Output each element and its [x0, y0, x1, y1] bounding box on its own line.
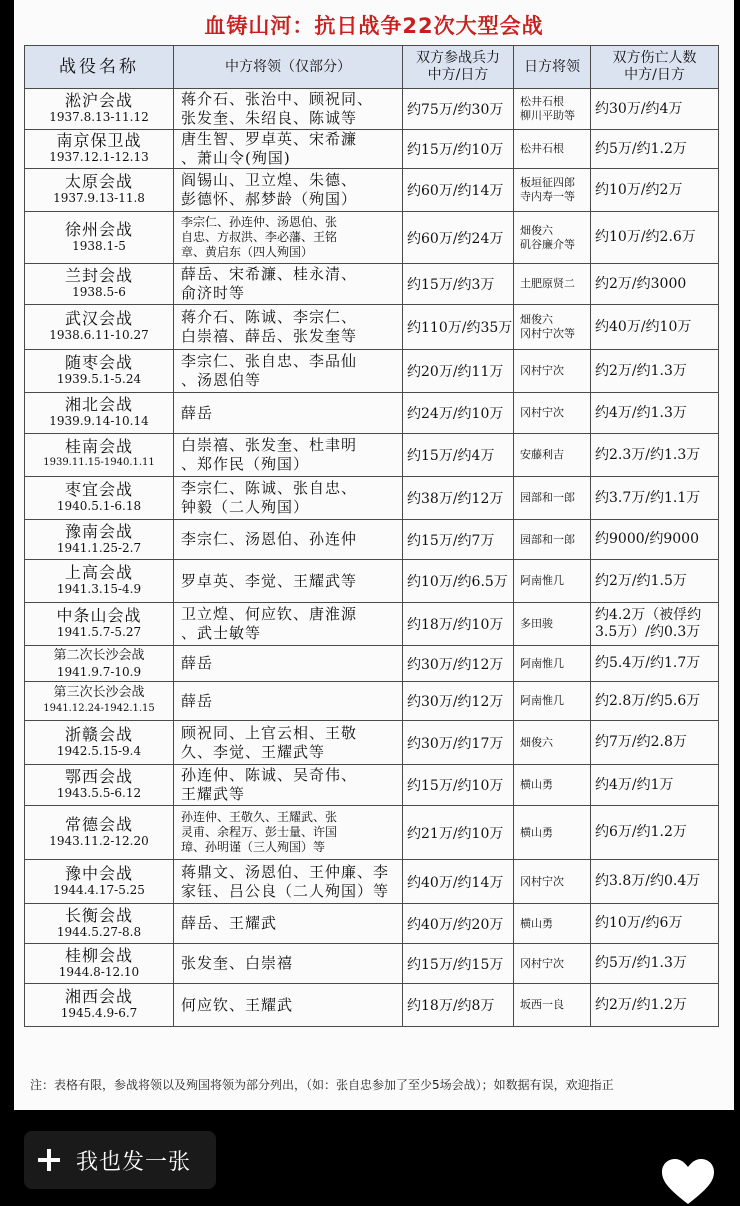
- jp-generals-cell: [514, 169, 591, 212]
- jp-generals-cell: [514, 721, 591, 765]
- battle-cell: [25, 130, 174, 169]
- cell-line: 彭德怀、郝梦龄（殉国）: [181, 190, 358, 208]
- forces-cell: 约18万/约10万: [403, 603, 514, 646]
- cell-line: 薛岳: [181, 403, 214, 422]
- battle-date: 1943.5.5-6.12: [56, 786, 142, 800]
- table-row: [25, 130, 719, 169]
- jp-generals-cell: [514, 860, 591, 904]
- casualties-cell: [591, 350, 719, 393]
- jp-generals-cell: [514, 603, 591, 646]
- battle-name: 长衡会战: [64, 905, 133, 925]
- cell-line: 约4.2万（被俘约: [595, 607, 702, 623]
- cn-generals-cell: [174, 806, 403, 860]
- casualties-cell: [591, 560, 719, 603]
- forces-cell: 约60万/约14万: [403, 169, 514, 212]
- cn-generals-cell: [174, 393, 403, 434]
- casualties-cell: [591, 860, 719, 904]
- table-row: [25, 350, 719, 393]
- battle-name: 武汉会战: [64, 309, 133, 328]
- cell-line: 约2万/约1.5万: [595, 572, 687, 589]
- battle-name: 豫中会战: [64, 863, 133, 883]
- battle-date: 1941.12.24-1942.1.15: [43, 703, 155, 714]
- table-header-row: [25, 46, 719, 89]
- forces-cell: 约20万/约11万: [403, 350, 514, 393]
- table-row: [25, 264, 719, 305]
- cell-line: 白崇禧、薛岳、张发奎等: [181, 327, 358, 345]
- header-forces: [403, 46, 514, 89]
- cell-line: 薛岳、宋希濂、桂永清、: [181, 265, 358, 283]
- plus-icon: [38, 1149, 60, 1171]
- battle-cell: [25, 350, 174, 393]
- cn-generals-cell: [174, 682, 403, 721]
- post-button-label: 我也发一张: [76, 1149, 192, 1175]
- forces-cell: 约75万/约30万: [403, 89, 514, 130]
- battle-name: 浙赣会战: [64, 724, 133, 744]
- battle-cell: [25, 603, 174, 646]
- cell-line: 灵甫、余程万、彭士量、许国: [181, 825, 338, 839]
- cn-generals-cell: [174, 520, 403, 560]
- cell-line: 寺内寿一等: [520, 190, 575, 203]
- table-row: [25, 434, 719, 477]
- forces-cell: 约38万/约12万: [403, 477, 514, 520]
- cell-line: 阿南惟几: [520, 656, 564, 670]
- battle-cell: [25, 682, 174, 721]
- jp-generals-cell: [514, 560, 591, 603]
- cn-generals-cell: [174, 477, 403, 520]
- cn-generals-cell: [174, 904, 403, 944]
- battle-name: 淞沪会战: [64, 91, 133, 110]
- battle-cell: [25, 264, 174, 305]
- cell-line: 坂西一良: [520, 998, 564, 1011]
- table-row: [25, 721, 719, 765]
- cell-line: 孙连仲、王敬久、王耀武、张: [181, 810, 338, 824]
- cell-line: 何应钦、王耀武: [181, 995, 294, 1014]
- table-row: [25, 806, 719, 860]
- table-row: [25, 765, 719, 806]
- battle-name: 豫南会战: [64, 521, 133, 541]
- battle-cell: [25, 765, 174, 806]
- cell-line: 畑俊六: [520, 223, 553, 237]
- battle-name: 鄂西会战: [64, 767, 133, 786]
- cell-line: 约10万/约2万: [595, 181, 683, 198]
- battle-date: 1939.11.15-1940.1.11: [43, 457, 155, 468]
- forces-cell: 约40万/约20万: [403, 904, 514, 944]
- cell-line: 李宗仁、张自忠、李品仙: [181, 352, 358, 370]
- header-forces-line1: 双方参战兵力: [416, 50, 500, 66]
- cell-line: 3.5万）/约0.3万: [595, 624, 701, 640]
- forces-cell: 约10万/约6.5万: [403, 560, 514, 603]
- table-row: [25, 560, 719, 603]
- battle-name: 第三次长沙会战: [53, 685, 145, 700]
- battle-date: 1938.1-5: [72, 238, 126, 253]
- battle-cell: [25, 305, 174, 350]
- cell-line: 冈村宁次: [520, 406, 564, 419]
- jp-generals-cell: [514, 305, 591, 350]
- cn-generals-cell: [174, 560, 403, 603]
- battle-date: 1941.3.15-4.9: [56, 582, 142, 596]
- cell-line: 约5.4万/约1.7万: [595, 655, 701, 671]
- battle-date: 1941.5.7-5.27: [56, 625, 142, 639]
- cell-line: 约2.8万/约5.6万: [595, 692, 701, 709]
- forces-cell: 约18万/约8万: [403, 984, 514, 1027]
- table-row: [25, 984, 719, 1027]
- header-jp-generals: 日方将领: [514, 46, 591, 89]
- casualties-cell: [591, 212, 719, 264]
- page-title: 血铸山河：抗日战争22次大型会战: [204, 14, 544, 38]
- battle-cell: [25, 904, 174, 944]
- battle-cell: [25, 89, 174, 130]
- battle-date: 1941.1.25-2.7: [56, 540, 142, 555]
- casualties-cell: [591, 264, 719, 305]
- cell-line: 自忠、方叔洪、李必藩、王铭: [181, 230, 338, 244]
- casualties-cell: [591, 765, 719, 806]
- cell-line: 薛岳: [181, 691, 214, 710]
- battle-date: 1939.5.1-5.24: [56, 372, 142, 386]
- cell-line: 多田骏: [520, 617, 553, 630]
- battle-cell: [25, 860, 174, 904]
- table-row: [25, 646, 719, 682]
- battle-name: 第二次长沙会战: [53, 647, 145, 663]
- cell-line: 约10万/约2.6万: [595, 229, 696, 245]
- forces-cell: 约40万/约14万: [403, 860, 514, 904]
- jp-generals-cell: [514, 89, 591, 130]
- cn-generals-cell: [174, 169, 403, 212]
- table-row: [25, 477, 719, 520]
- cell-line: 久、李觉、王耀武等: [181, 742, 326, 761]
- battle-date: 1937.8.13-11.12: [49, 110, 149, 124]
- cell-line: 矶谷廉介等: [520, 237, 575, 251]
- forces-cell: 约24万/约10万: [403, 393, 514, 434]
- battle-table-image: [14, 0, 734, 1110]
- cell-line: 钟毅（二人殉国）: [181, 498, 310, 516]
- cell-line: 柳川平助等: [520, 109, 575, 122]
- casualties-cell: [591, 89, 719, 130]
- header-cn-generals: 中方将领（仅部分）: [174, 46, 403, 89]
- battle-name: 上高会战: [64, 563, 133, 582]
- casualties-cell: [591, 984, 719, 1027]
- footnote: 注：表格有限，参战将领以及殉国将领为部分列出，（如：张自忠参加了至少5场会战）；如数据有误，欢迎指正: [30, 1078, 614, 1092]
- cell-line: 约2.3万/约1.3万: [595, 446, 701, 463]
- jp-generals-cell: [514, 984, 591, 1027]
- cn-generals-cell: [174, 130, 403, 169]
- battle-name: 徐州会战: [64, 219, 133, 239]
- casualties-cell: [591, 603, 719, 646]
- cn-generals-cell: [174, 860, 403, 904]
- cell-line: 约6万/约1.2万: [595, 824, 687, 840]
- battle-cell: [25, 944, 174, 984]
- cn-generals-cell: [174, 603, 403, 646]
- battle-cell: [25, 477, 174, 520]
- cell-line: 白崇禧、张发奎、杜聿明: [181, 436, 358, 454]
- forces-cell: 约15万/约10万: [403, 130, 514, 169]
- forces-cell: 约30万/约12万: [403, 646, 514, 682]
- battle-date: 1938.6.11-10.27: [49, 328, 149, 342]
- battle-name: 常德会战: [64, 814, 133, 834]
- forces-cell: 约15万/约15万: [403, 944, 514, 984]
- cell-line: 、汤恩伯等: [181, 371, 262, 389]
- casualties-cell: [591, 520, 719, 560]
- forces-cell: 约15万/约4万: [403, 434, 514, 477]
- casualties-cell: [591, 646, 719, 682]
- cn-generals-cell: [174, 305, 403, 350]
- table-row: [25, 682, 719, 721]
- jp-generals-cell: [514, 520, 591, 560]
- battle-cell: [25, 520, 174, 560]
- battle-date: 1938.5-6: [72, 285, 126, 299]
- casualties-cell: [591, 130, 719, 169]
- cell-line: 李宗仁、汤恩伯、孙连仲: [181, 530, 358, 548]
- battle-cell: [25, 806, 174, 860]
- cell-line: 横山勇: [520, 778, 553, 791]
- cell-line: 唐生智、罗卓英、宋希濂: [181, 130, 358, 148]
- battle-name: 随枣会战: [64, 353, 133, 372]
- battle-name: 南京保卫战: [56, 131, 142, 150]
- cn-generals-cell: [174, 434, 403, 477]
- table-row: [25, 944, 719, 984]
- battle-name: 枣宜会战: [64, 480, 133, 499]
- cell-line: 畑俊六: [520, 735, 553, 749]
- cell-line: 孙连仲、陈诚、吴奇伟、: [181, 766, 358, 784]
- table-row: [25, 520, 719, 560]
- cell-line: 张发奎、白崇禧: [181, 954, 294, 972]
- cell-line: 横山勇: [520, 916, 553, 930]
- jp-generals-cell: [514, 393, 591, 434]
- cell-line: 、武士敏等: [181, 624, 262, 642]
- battle-cell: [25, 560, 174, 603]
- cell-line: 约9000/约9000: [595, 531, 699, 547]
- battle-date: 1944.4.17-5.25: [53, 882, 145, 897]
- cell-line: 蒋鼎文、汤恩伯、王仲廉、李: [181, 862, 390, 881]
- cell-line: 园部和一郎: [520, 532, 575, 546]
- battle-name: 太原会战: [64, 172, 133, 191]
- cell-line: 蒋介石、张治中、顾祝同、: [181, 90, 374, 108]
- battles-table: [24, 45, 719, 1027]
- battle-cell: [25, 434, 174, 477]
- cell-line: 约30万/约4万: [595, 100, 683, 117]
- cn-generals-cell: [174, 765, 403, 806]
- casualties-cell: [591, 944, 719, 984]
- battle-name: 中条山会战: [56, 606, 142, 625]
- jp-generals-cell: [514, 944, 591, 984]
- cell-line: 阿南惟几: [520, 574, 564, 587]
- battle-name: 兰封会战: [64, 266, 133, 285]
- battle-name: 桂柳会战: [64, 945, 133, 965]
- cell-line: 约4万/约1万: [595, 776, 674, 793]
- heart-icon[interactable]: [660, 1158, 716, 1206]
- jp-generals-cell: [514, 212, 591, 264]
- header-casualties: [591, 46, 719, 89]
- cell-line: 张发奎、朱绍良、陈诚等: [181, 109, 358, 127]
- casualties-cell: [591, 806, 719, 860]
- cell-line: 俞济时等: [181, 284, 246, 302]
- cell-line: 约40万/约10万: [595, 318, 692, 335]
- cell-line: 家钰、吕公良（二人殉国）等: [181, 881, 390, 900]
- table-row: [25, 89, 719, 130]
- battle-date: 1937.12.1-12.13: [49, 150, 149, 164]
- cell-line: 卫立煌、何应钦、唐淮源: [181, 605, 358, 623]
- post-one-button[interactable]: [24, 1131, 216, 1189]
- header-casualties-line2: 中方/日方: [624, 67, 685, 83]
- cell-line: 松井石根: [520, 142, 564, 155]
- casualties-cell: [591, 169, 719, 212]
- cell-line: 约2万/约1.3万: [595, 362, 687, 379]
- battle-cell: [25, 721, 174, 765]
- jp-generals-cell: [514, 765, 591, 806]
- battle-cell: [25, 169, 174, 212]
- table-row: [25, 305, 719, 350]
- cell-line: 璋、孙明谨（三人殉国）等: [181, 840, 326, 854]
- forces-cell: 约15万/约10万: [403, 765, 514, 806]
- jp-generals-cell: [514, 904, 591, 944]
- cell-line: 阿南惟几: [520, 694, 564, 707]
- cell-line: 约3.7万/约1.1万: [595, 489, 701, 506]
- cn-generals-cell: [174, 944, 403, 984]
- cell-line: 横山勇: [520, 825, 553, 839]
- casualties-cell: [591, 477, 719, 520]
- cell-line: 畑俊六: [520, 313, 553, 326]
- table-row: [25, 904, 719, 944]
- jp-generals-cell: [514, 130, 591, 169]
- table-row: [25, 393, 719, 434]
- casualties-cell: [591, 305, 719, 350]
- cell-line: 约7万/约2.8万: [595, 734, 687, 750]
- cell-line: 土肥原贤二: [520, 277, 575, 290]
- cell-line: 约4万/约1.3万: [595, 404, 687, 421]
- battle-cell: [25, 984, 174, 1027]
- casualties-cell: [591, 721, 719, 765]
- header-casualties-line1: 双方伤亡人数: [612, 50, 697, 66]
- forces-cell: 约15万/约3万: [403, 264, 514, 305]
- cell-line: 罗卓英、李觉、王耀武等: [181, 571, 358, 590]
- cell-line: 李宗仁、孙连仲、汤恩伯、张: [181, 215, 338, 229]
- battle-date: 1939.9.14-10.14: [49, 414, 149, 428]
- jp-generals-cell: [514, 682, 591, 721]
- cell-line: 、萧山令(殉国): [181, 149, 291, 167]
- cell-line: 李宗仁、陈诚、张自忠、: [181, 479, 358, 497]
- battle-date: 1945.4.9-6.7: [60, 1006, 138, 1020]
- battle-date: 1937.9.13-11.8: [53, 191, 145, 205]
- cell-line: 薛岳、王耀武: [181, 914, 278, 932]
- forces-cell: 约110万/约35万: [403, 305, 514, 350]
- cell-line: 阎锡山、卫立煌、朱德、: [181, 171, 358, 189]
- cell-line: 约10万/约6万: [595, 915, 683, 931]
- battle-date: 1943.11.2-12.20: [49, 833, 149, 848]
- casualties-cell: [591, 682, 719, 721]
- battle-name: 湘北会战: [64, 395, 133, 414]
- table-row: [25, 169, 719, 212]
- battle-name: 湘西会战: [64, 987, 133, 1006]
- cn-generals-cell: [174, 646, 403, 682]
- cn-generals-cell: [174, 350, 403, 393]
- casualties-cell: [591, 393, 719, 434]
- battle-cell: [25, 393, 174, 434]
- cell-line: 板垣征四郎: [520, 176, 575, 189]
- forces-cell: 约21万/约10万: [403, 806, 514, 860]
- casualties-cell: [591, 904, 719, 944]
- cell-line: 冈村宁次: [520, 364, 564, 377]
- battle-date: 1940.5.1-6.18: [56, 499, 142, 513]
- cell-line: 安藤利吉: [520, 448, 564, 461]
- cell-line: 薛岳: [181, 654, 214, 672]
- cell-line: 约5万/约1.3万: [595, 955, 687, 971]
- cell-line: 松井石根: [520, 95, 564, 108]
- cell-line: 冈村宁次: [520, 956, 564, 970]
- cell-line: 冈村宁次: [520, 874, 564, 888]
- cell-line: 约2万/约1.2万: [595, 996, 687, 1013]
- casualties-cell: [591, 434, 719, 477]
- cn-generals-cell: [174, 89, 403, 130]
- table-row: [25, 603, 719, 646]
- cell-line: 顾祝同、上官云相、王敬: [181, 723, 358, 742]
- table-row: [25, 212, 719, 264]
- battle-cell: [25, 212, 174, 264]
- cn-generals-cell: [174, 264, 403, 305]
- cn-generals-cell: [174, 721, 403, 765]
- cell-line: 约5万/约1.2万: [595, 140, 687, 157]
- header-battle: 战役名称: [25, 46, 174, 89]
- cell-line: 约3.8万/约0.4万: [595, 873, 701, 889]
- table-row: [25, 860, 719, 904]
- cell-line: 、郑作民（殉国）: [181, 455, 310, 473]
- cn-generals-cell: [174, 984, 403, 1027]
- battle-date: 1942.5.15-9.4: [56, 743, 142, 758]
- jp-generals-cell: [514, 350, 591, 393]
- cell-line: 约2万/约3000: [595, 275, 687, 292]
- jp-generals-cell: [514, 434, 591, 477]
- cell-line: 园部和一郎: [520, 491, 575, 504]
- cn-generals-cell: [174, 212, 403, 264]
- cell-line: 王耀武等: [181, 785, 246, 803]
- battle-date: 1941.9.7-10.9: [56, 664, 142, 679]
- forces-cell: 约60万/约24万: [403, 212, 514, 264]
- forces-cell: 约30万/约17万: [403, 721, 514, 765]
- cell-line: 冈村宁次等: [520, 327, 575, 340]
- jp-generals-cell: [514, 646, 591, 682]
- battle-cell: [25, 646, 174, 682]
- header-forces-line2: 中方/日方: [427, 67, 489, 83]
- jp-generals-cell: [514, 806, 591, 860]
- battle-name: 桂南会战: [64, 437, 133, 456]
- forces-cell: 约30万/约12万: [403, 682, 514, 721]
- forces-cell: 约15万/约7万: [403, 520, 514, 560]
- jp-generals-cell: [514, 264, 591, 305]
- battle-date: 1944.8-12.10: [58, 964, 140, 979]
- cell-line: 蒋介石、陈诚、李宗仁、: [181, 308, 358, 326]
- battle-date: 1944.5.27-8.8: [56, 924, 142, 939]
- jp-generals-cell: [514, 477, 591, 520]
- cell-line: 章、黄启东（四人殉国）: [181, 245, 314, 259]
